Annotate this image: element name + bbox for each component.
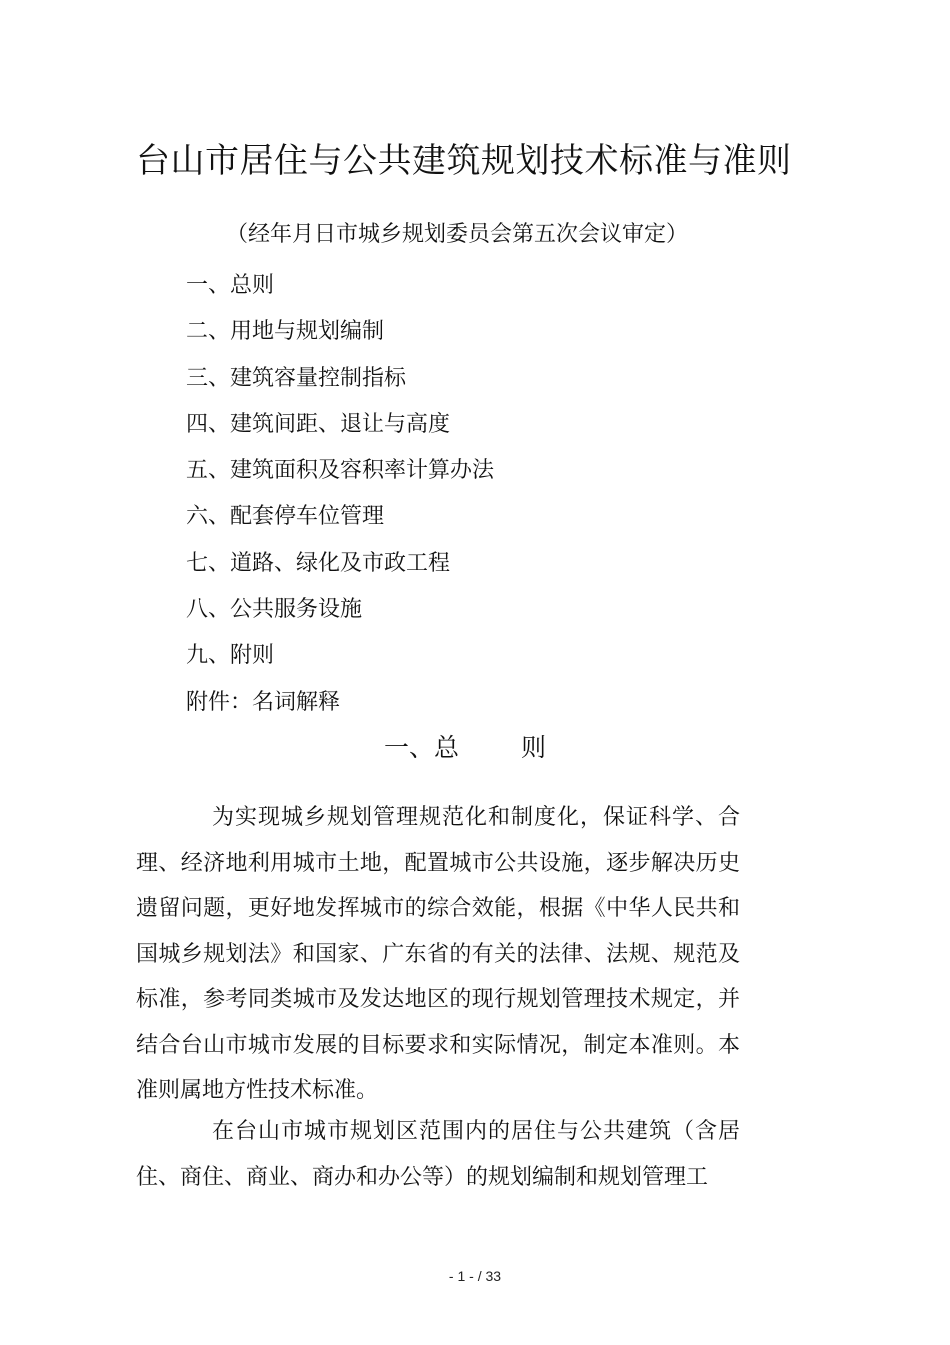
toc-item: 一、总则	[186, 273, 275, 298]
toc-item: 八、公共服务设施	[186, 597, 363, 623]
toc-item: 三、建筑容量控制指标	[186, 365, 407, 391]
section-heading-right: 则	[521, 733, 547, 762]
toc-item: 二、用地与规划编制	[186, 319, 385, 345]
toc-item: 五、建筑面积及容积率计算办法	[186, 458, 495, 484]
toc-item: 六、配套停车位管理	[186, 504, 385, 530]
body-paragraph: 在台山市城市规划区范围内的居住与公共建筑（含居住、商住、商业、商办和办公等）的规划编制和规划管理工	[136, 1119, 740, 1190]
toc-item-appendix: 附件：名词解释	[186, 689, 341, 715]
toc-item: 七、道路、绿化及市政工程	[186, 550, 451, 576]
section-heading	[384, 731, 546, 765]
section-heading-left: 一、总	[384, 733, 460, 762]
document-title: 台山市居住与公共建筑规划技术标准与准则	[136, 141, 792, 181]
document-subtitle: （经年月日市城乡规划委员会第五次会议审定）	[226, 222, 689, 247]
body-paragraph: 为实现城乡规划管理规范化和制度化，保证科学、合理、经济地利用城市土地，配置城市公共设施，逐步解决历史遗留问题，更好地发挥城市的综合效能，根据《中华人民共和国城乡规划法》和国家、广东省的有关的法律、法规、规范及标准，参考同类城市及发达地区的现行规划管理技术规定，并结合台山市城市发展的目标要求和实际情况，制定本准则。本准则属地方性技术标准。	[136, 805, 740, 1103]
table-of-contents	[186, 268, 494, 731]
toc-item: 四、建筑间距、退让与高度	[186, 411, 451, 437]
toc-item: 九、附则	[186, 643, 275, 669]
page-number: - 1 - / 33	[448, 1268, 502, 1284]
